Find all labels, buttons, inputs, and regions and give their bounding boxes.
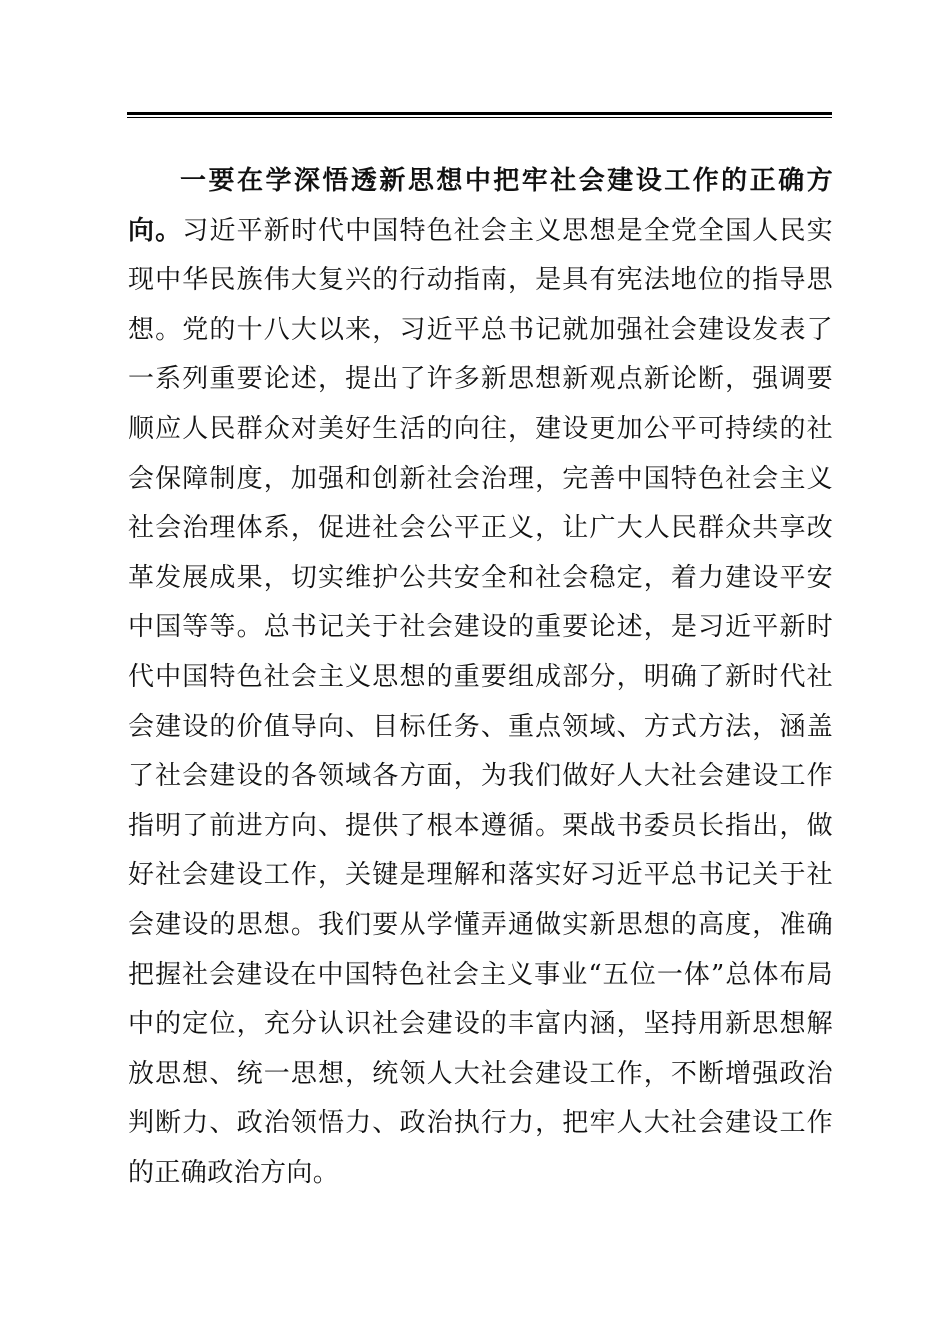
lead-sentence: 一要在学深悟透新思想中把牢社会建设工作的正确方向。 xyxy=(128,166,833,246)
body-paragraph xyxy=(128,157,833,1198)
header-rule-thin xyxy=(127,117,832,118)
header-double-rule xyxy=(127,112,832,118)
paragraph-text: 习近平新时代中国特色社会主义思想是全党全国人民实现中华民族伟大复兴的行动指南，是具有宪法地位的指导思想。党的十八大以来，习近平总书记就加强社会建设发表了一系列重要论述，提出了许多新思想新观点新论断，强调要顺应人民群众对美好生活的向往，建设更加公平可持续的社会保障制度，加强和创新社会治理，完善中国特色社会主义社会治理体系，促进社会公平正义，让广大人民群众共享改革发展成果，切实维护公共安全和社会稳定，着力建设平安中国等等。总书记关于社会建设的重要论述，是习近平新时代中国特色社会主义思想的重要组成部分，明确了新时代社会建设的价值导向、目标任务、重点领域、方式方法，涵盖了社会建设的各领域各方面，为我们做好人大社会建设工作指明了前进方向、提供了根本遵循。栗战书委员长指出，做好社会建设工作，关键是理解和落实好习近平总书记关于社会建设的思想。我们要从学懂弄通做实新思想的高度，准确把握社会建设在中国特色社会主义事业“五位一体”总体布局中的定位，充分认识社会建设的丰富内涵，坚持用新思想解放思想、统一思想，统领人大社会建设工作，不断增强政治判断力、政治领悟力、政治执行力，把牢人大社会建设工作的正确政治方向。 xyxy=(128,215,833,1188)
